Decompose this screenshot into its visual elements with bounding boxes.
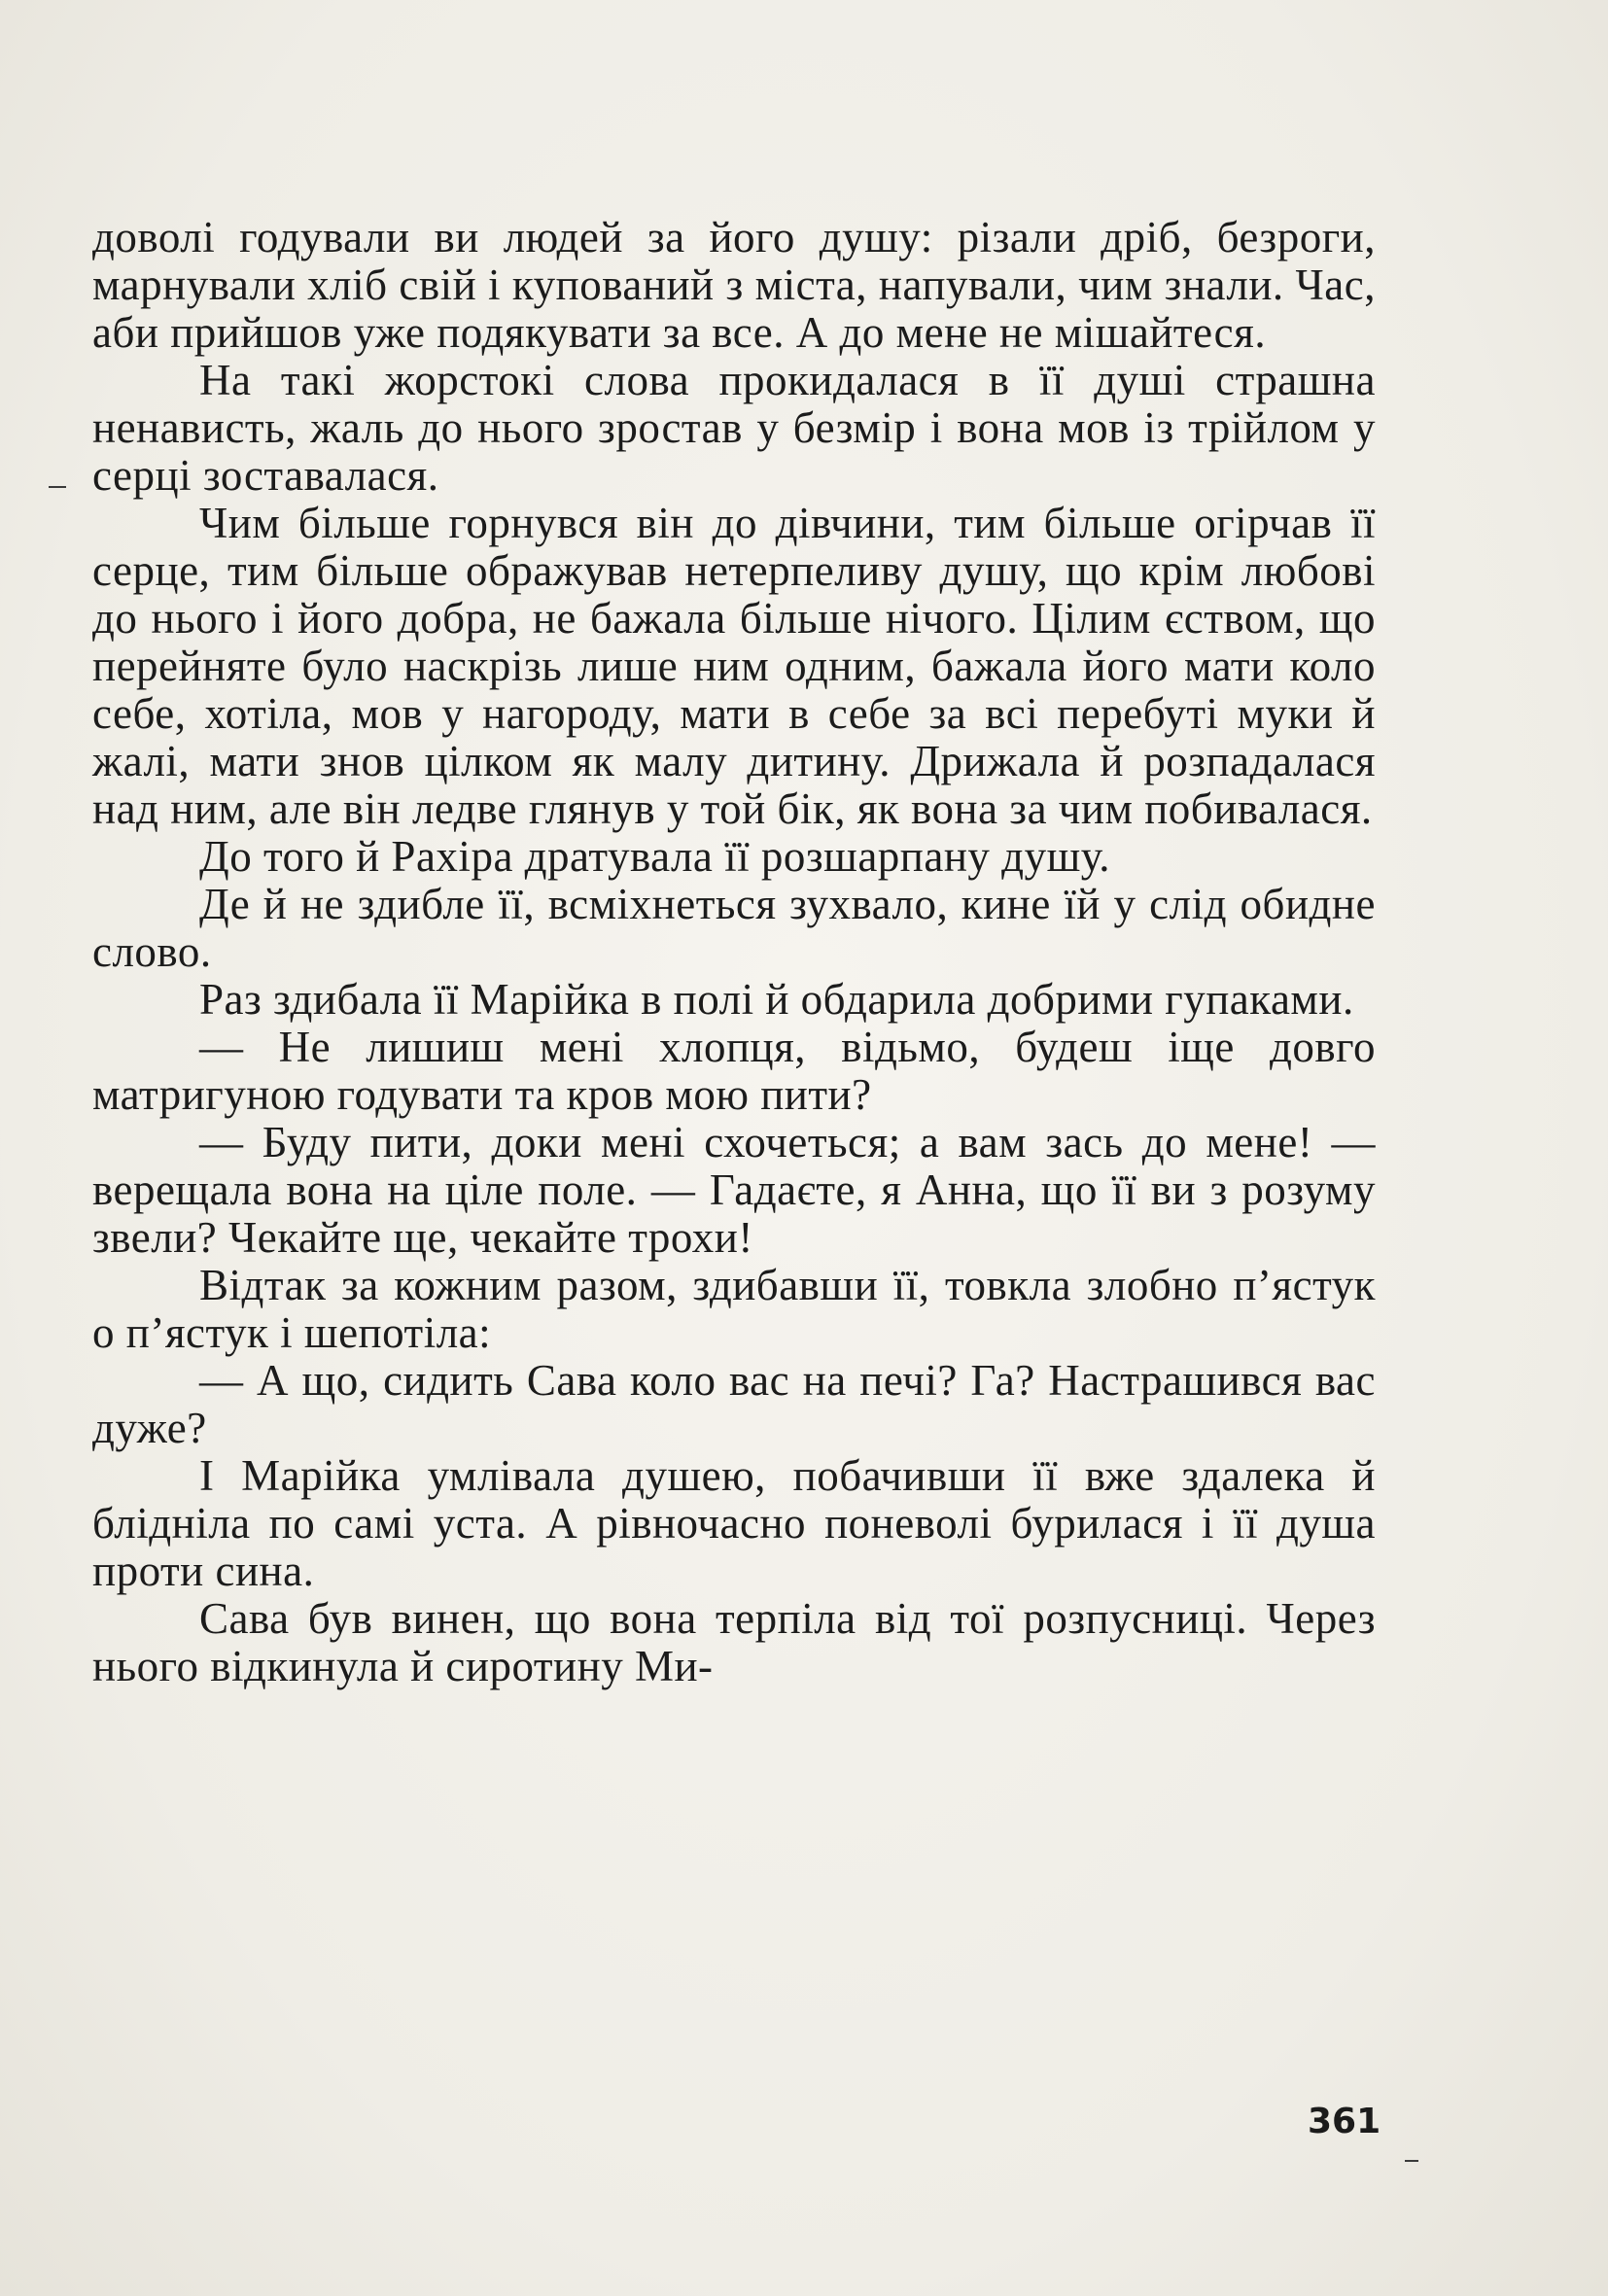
paragraph: До того й Рахіра дратувала її розшарпану душу. (199, 832, 1110, 881)
paragraph-hyphenated-end: Сава був винен, що вона терпіла від тої розпусниці. Через нього відкинула й сиротину Ми- (92, 1594, 1376, 1690)
margin-dash-mark (49, 486, 66, 488)
dialogue-line: — Буду пити, доки мені схочеться; а вам зась до мене! — верещала вона на ціле поле. — Гадаєте, я Анна, що її ви з розуму звели? Чекайте ще, чекайте трохи! (92, 1118, 1376, 1262)
page-text-body (92, 214, 1376, 1690)
paragraph: Раз здибала її Марійка в полі й обдарила добрими гупаками. (199, 975, 1354, 1024)
paragraph: На такі жорстокі слова прокидалася в її душі страшна ненависть, жаль до нього зростав у безмір і вона мов із трійлом у серці зоставалася. (92, 356, 1376, 500)
dialogue-line: — Не лишиш мені хлопця, відьмо, будеш іще довго матригуною годувати та кров мою пити? (92, 1023, 1376, 1119)
dialogue-line: — А що, сидить Сава коло вас на печі? Га? Настрашився вас дуже? (92, 1356, 1376, 1452)
paragraph: Відтак за кожним разом, здибавши її, товкла злобно п’ястук о п’ястук і шепотіла: (92, 1261, 1376, 1357)
paragraph: Де й не здибле її, всміхнеться зухвало, кине їй у слід обидне слово. (92, 880, 1376, 976)
page-number: 361 (1308, 2102, 1381, 2141)
margin-dash-mark (1405, 2160, 1418, 2162)
paragraph: І Марійка умлівала душею, побачивши її вже здалека й блідніла по самі уста. А рівночасно поневолі бурилася і її душа проти сина. (92, 1451, 1376, 1595)
paragraph-continuation: доволі годували ви людей за його душу: різали дріб, безроги, марнували хліб свій і купований з міста, напували, чим знали. Час, аби прийшов уже подякувати за все. А до мене не мішайтеся. (92, 213, 1376, 357)
paragraph: Чим більше горнувся він до дівчини, тим більше огірчав її серце, тим більше ображував нетерпеливу душу, що крім любові до нього і його добра, не бажала більше нічого. Цілим єством, що перейняте було наскрізь лише ним одним, бажала його мати коло себе, хотіла, мов у нагороду, мати в себе за всі перебуті муки й жалі, мати знов цілком як малу дитину. Дрижала й розпадалася над ним, але він ледве глянув у той бік, як вона за чим побивалася. (92, 499, 1376, 833)
